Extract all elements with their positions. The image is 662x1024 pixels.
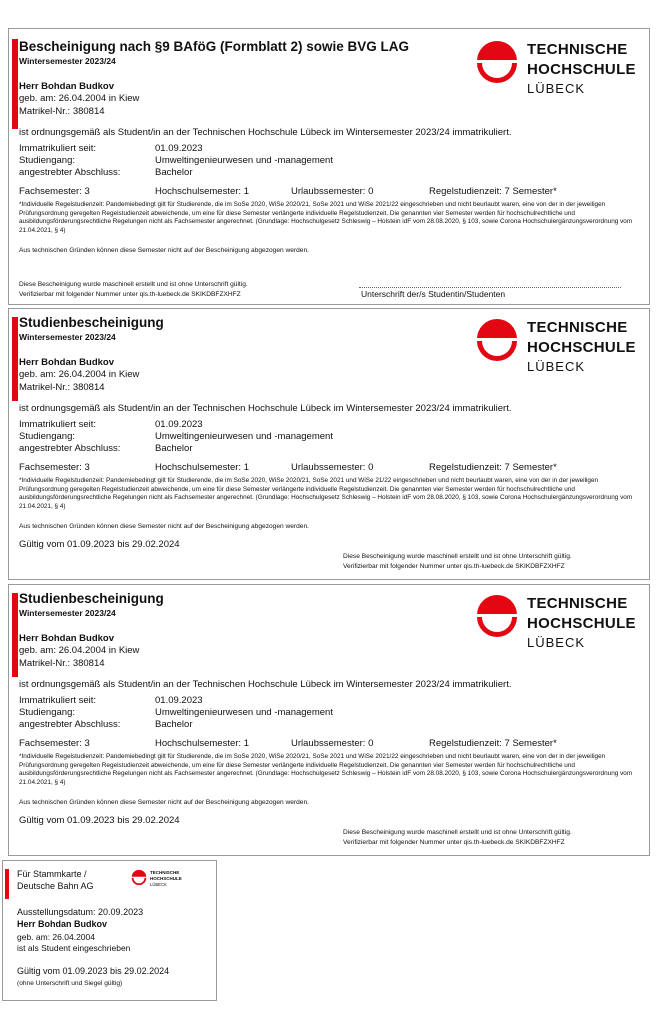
logo-mark-icon xyxy=(475,39,519,85)
enrollment-statement: ist ordnungsgemäß als Student/in an der Technischen Hochschule Lübeck im Wintersemester 2023/24 immatrikuliert. xyxy=(19,127,512,138)
verification-note: Verifizierbar mit folgender Nummer unter qis.th-luebeck.de SKIKDBFZXHFZ xyxy=(19,291,241,298)
program-label: Studiengang: xyxy=(19,155,75,166)
student-name: Herr Bohdan Budkov xyxy=(19,633,115,644)
degree-value: Bachelor xyxy=(155,167,193,178)
degree-label: angestrebter Abschluss: xyxy=(19,167,121,178)
birth-info: geb. am: 26.04.2004 in Kiew xyxy=(19,93,140,104)
logo-line-2: HOCHSCHULE xyxy=(527,339,636,356)
degree-label: angestrebter Abschluss: xyxy=(19,443,121,454)
certificate-title: Studienbescheinigung xyxy=(19,591,164,606)
footnote-text: *Individuelle Regelstudienzeit: Pandemiebedingt gilt für Studierende, die im SoSe 2020, WiSe 2020/21, SoSe 2021 und WiSe 2021/22 eingeschrieben und nicht beurlaubt waren, eine von der in der jeweiligen Prüfungsordnung geregelten Regelstudienzeit abweichende, um eine für diese Semester verlängerte individuelle Regelstudienzeit. Die genannten vier Semester werden für hochschulrechtliche und ausbildungsförderungsrechtliche Regelungen nicht als Fachsemester angerechnet. (Grundlage: Hochschulgesetz Schleswig – Holstein idF vom 28.08.2020, § 103, sowie Corona Hochschulergänzungsverordnung vom 21.04.2021, § 4) xyxy=(19,753,633,786)
machine-note: Diese Bescheinigung wurde maschinell erstellt und ist ohne Unterschrift gültig. xyxy=(343,829,572,836)
enrollment-statement: ist ordnungsgemäß als Student/in an der Technischen Hochschule Lübeck im Wintersemester 2023/24 immatrikuliert. xyxy=(19,679,512,690)
degree-label: angestrebter Abschluss: xyxy=(19,719,121,730)
logo-line-1: TECHNISCHE xyxy=(527,595,628,612)
footnote-text: *Individuelle Regelstudienzeit: Pandemiebedingt gilt für Studierende, die im SoSe 2020, WiSe 2020/21, SoSe 2021 und WiSe 21/22 eingeschrieben und nicht beurlaubt waren, eine von der in der jeweiligen Prüfungsordnung geregelten Regelstudienzeit abweichende, um eine für diese Semester verlängerte individuelle Regelstudienzeit. Die genannten vier Semester werden für hochschulrechtliche und ausbildungsförderungsrechtliche Regelungen nicht als Fachsemester angerechnet. (Grundlage: Hochschulgesetz Schleswig – Holstein idF vom 28.08.2020, § 103, sowie Corona Hochschulergänzungsverordnung vom 21.04.2021, § 4) xyxy=(19,477,633,510)
matriculation-number: Matrikel-Nr.: 380814 xyxy=(19,106,105,117)
red-accent-bar xyxy=(12,39,18,129)
logo-line-2: HOCHSCHULE xyxy=(527,61,636,78)
logo-line-3: LÜBECK xyxy=(527,635,586,650)
standard-period: Regelstudienzeit: 7 Semester* xyxy=(429,186,557,197)
stub-for-line-1: Für Stammkarte / xyxy=(17,869,87,879)
issue-date: Ausstellungsdatum: 20.09.2023 xyxy=(17,907,144,917)
matriculation-number: Matrikel-Nr.: 380814 xyxy=(19,382,105,393)
logo-line-3: LÜBECK xyxy=(527,81,586,96)
logo-line-2: HOCHSCHULE xyxy=(527,615,636,632)
signature-caption: Unterschrift der/s Studentin/Studenten xyxy=(361,289,506,299)
stub-for-line-2: Deutsche Bahn AG xyxy=(17,881,94,891)
red-accent-bar xyxy=(12,317,18,401)
university-logo xyxy=(475,593,645,657)
logo-mark-icon xyxy=(475,593,519,639)
enrollment-certificate-1 xyxy=(8,308,650,580)
validity-note: (ohne Unterschrift und Siegel gültig) xyxy=(17,980,123,987)
certificate-title: Bescheinigung nach §9 BAföG (Formblatt 2) sowie BVG LAG xyxy=(19,39,410,54)
birth-info: geb. am: 26.04.2004 xyxy=(17,932,95,942)
degree-value: Bachelor xyxy=(155,719,193,730)
enrolled-since-value: 01.09.2023 xyxy=(155,419,203,430)
validity-period: Gültig vom 01.09.2023 bis 29.02.2024 xyxy=(19,815,180,826)
birth-info: geb. am: 26.04.2004 in Kiew xyxy=(19,645,140,656)
enrolled-since-value: 01.09.2023 xyxy=(155,695,203,706)
enrolled-since-label: Immatrikuliert seit: xyxy=(19,143,97,154)
student-name: Herr Bohdan Budkov xyxy=(19,357,115,368)
semester-label: Wintersemester 2023/24 xyxy=(19,608,116,618)
birth-info: geb. am: 26.04.2004 in Kiew xyxy=(19,369,140,380)
technical-note: Aus technischen Gründen können diese Semester nicht auf der Bescheinigung abgezogen werden. xyxy=(19,247,309,254)
validity-period: Gültig vom 01.09.2023 bis 29.02.2024 xyxy=(17,966,170,976)
red-accent-bar xyxy=(5,869,9,899)
logo-line-1: TECHNISCHE xyxy=(150,870,180,875)
verification-note: Verifizierbar mit folgender Nummer unter qis.th-luebeck.de SKIKDBFZXHFZ xyxy=(343,563,565,570)
university-semester: Hochschulsemester: 1 xyxy=(155,738,249,749)
university-logo xyxy=(475,39,645,103)
enrollment-status: ist als Student eingeschrieben xyxy=(17,943,131,953)
university-logo-small xyxy=(131,869,213,891)
footnote-text: *Individuelle Regelstudienzeit: Pandemiebedingt gilt für Studierende, die im SoSe 2020, WiSe 2020/21, SoSe 2021 und WiSe 2021/22 eingeschrieben und nicht beurlaubt waren, eine von der in der jeweiligen Prüfungsordnung geregelten Regelstudienzeit abweichende, um eine für diese Semester verlängerte individuelle Regelstudienzeit. Die genannten vier Semester werden für hochschulrechtliche und ausbildungsförderungsrechtliche Regelungen nicht als Fachsemester angerechnet. (Grundlage: Hochschulgesetz Schleswig – Holstein idF vom 28.08.2020, § 103, sowie Corona Hochschulergänzungsverordnung vom 21.04.2021, § 4) xyxy=(19,201,633,234)
program-value: Umweltingenieurwesen und -management xyxy=(155,707,333,718)
university-semester: Hochschulsemester: 1 xyxy=(155,462,249,473)
enrolled-since-label: Immatrikuliert seit: xyxy=(19,695,97,706)
student-name: Herr Bohdan Budkov xyxy=(19,81,115,92)
program-label: Studiengang: xyxy=(19,707,75,718)
university-semester: Hochschulsemester: 1 xyxy=(155,186,249,197)
leave-semester: Urlaubssemester: 0 xyxy=(291,186,374,197)
program-value: Umweltingenieurwesen und -management xyxy=(155,431,333,442)
matriculation-number: Matrikel-Nr.: 380814 xyxy=(19,658,105,669)
subject-semester: Fachsemester: 3 xyxy=(19,462,90,473)
verification-note: Verifizierbar mit folgender Nummer unter qis.th-luebeck.de SKIKDBFZXHFZ xyxy=(343,839,565,846)
degree-value: Bachelor xyxy=(155,443,193,454)
logo-line-2: HOCHSCHULE xyxy=(150,876,182,881)
machine-note: Diese Bescheinigung wurde maschinell erstellt und ist ohne Unterschrift gültig. xyxy=(343,553,572,560)
technical-note: Aus technischen Gründen können diese Semester nicht auf der Bescheinigung abgezogen werden. xyxy=(19,523,309,530)
logo-line-3: LÜBECK xyxy=(527,359,586,374)
enrolled-since-label: Immatrikuliert seit: xyxy=(19,419,97,430)
enrollment-certificate-2 xyxy=(8,584,650,856)
machine-note: Diese Bescheinigung wurde maschinell erstellt und ist ohne Unterschrift gültig. xyxy=(19,281,248,288)
logo-line-1: TECHNISCHE xyxy=(527,41,628,58)
standard-period: Regelstudienzeit: 7 Semester* xyxy=(429,462,557,473)
railway-stub xyxy=(2,860,217,1001)
program-value: Umweltingenieurwesen und -management xyxy=(155,155,333,166)
leave-semester: Urlaubssemester: 0 xyxy=(291,462,374,473)
bafoeg-certificate xyxy=(8,28,650,305)
semester-label: Wintersemester 2023/24 xyxy=(19,56,116,66)
logo-mark-icon xyxy=(475,317,519,363)
enrollment-statement: ist ordnungsgemäß als Student/in an der Technischen Hochschule Lübeck im Wintersemester 2023/24 immatrikuliert. xyxy=(19,403,512,414)
logo-line-1: TECHNISCHE xyxy=(527,319,628,336)
technical-note: Aus technischen Gründen können diese Semester nicht auf der Bescheinigung abgezogen werden. xyxy=(19,799,309,806)
subject-semester: Fachsemester: 3 xyxy=(19,738,90,749)
semester-label: Wintersemester 2023/24 xyxy=(19,332,116,342)
program-label: Studiengang: xyxy=(19,431,75,442)
university-logo xyxy=(475,317,645,381)
standard-period: Regelstudienzeit: 7 Semester* xyxy=(429,738,557,749)
logo-line-3: LÜBECK xyxy=(150,882,167,887)
leave-semester: Urlaubssemester: 0 xyxy=(291,738,374,749)
signature-line xyxy=(359,287,621,288)
subject-semester: Fachsemester: 3 xyxy=(19,186,90,197)
red-accent-bar xyxy=(12,593,18,677)
enrolled-since-value: 01.09.2023 xyxy=(155,143,203,154)
validity-period: Gültig vom 01.09.2023 bis 29.02.2024 xyxy=(19,539,180,550)
logo-mark-icon xyxy=(131,869,147,886)
student-name: Herr Bohdan Budkov xyxy=(17,919,108,929)
certificate-title: Studienbescheinigung xyxy=(19,315,164,330)
